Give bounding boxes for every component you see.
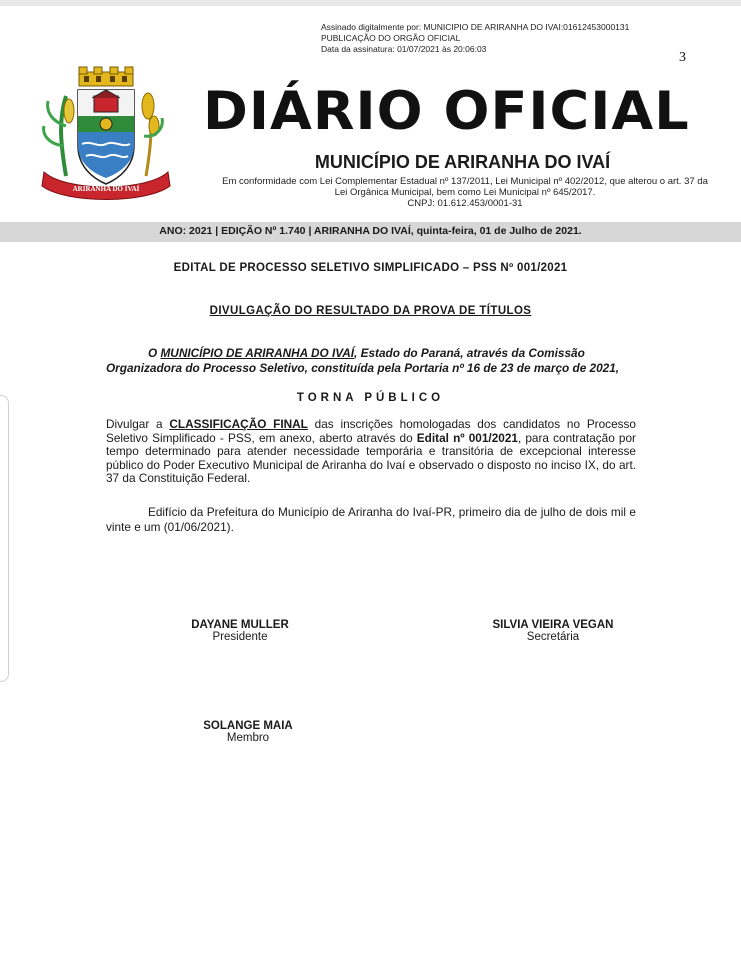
signatory-name: DAYANE MULLER	[191, 619, 289, 631]
law-line-1: Em conformidade com Lei Complementar Estadual nº 137/2011, Lei Municipal nº 402/2012, que alterou o art. 37 da	[222, 176, 708, 187]
body-part-1: Divulgar a	[106, 417, 170, 431]
signatory-name: SOLANGE MAIA	[203, 720, 293, 732]
edital-title: EDITAL DE PROCESSO SELETIVO SIMPLIFICADO – PSS Nº 001/2021	[173, 262, 568, 274]
document-subtitle	[0, 305, 741, 317]
signatory-1	[160, 619, 320, 643]
legal-reference	[205, 176, 725, 209]
digital-signature-stamp	[321, 22, 629, 55]
signatory-role: Membro	[226, 732, 270, 744]
law-line-2: Lei Orgânica Municipal, bem como Lei Municipal nº 645/2017.	[334, 187, 596, 198]
body-paragraph	[106, 418, 636, 486]
cnpj: CNPJ: 01.612.453/0001-31	[407, 198, 523, 209]
page-number: 3	[679, 50, 686, 65]
body-part-2: das inscrições homologadas dos candidatos no Processo Seletivo Simplificado - PSS, em anexo, aberto através do	[106, 417, 636, 445]
classificacao-final-emphasis: CLASSIFICAÇÃO FINAL	[169, 417, 308, 431]
signatory-2	[470, 619, 636, 643]
signatory-3	[168, 720, 328, 744]
page-edge-tab	[0, 395, 9, 682]
masthead-title: DIÁRIO OFICIAL	[203, 81, 690, 142]
municipality-reference: MUNICÍPIO DE ARIRANHA DO IVAÍ	[160, 346, 355, 360]
intro-prefix: O	[148, 346, 161, 360]
intro-rest: , Estado do Paraná, através da Comissão Organizadora do Processo Seletivo, constituída pela Portaria nº 16 de 23 de março de 2021,	[106, 346, 620, 375]
signatory-name: SILVIA VIEIRA VEGAN	[492, 619, 614, 631]
signature-line-2: PUBLICAÇÃO DO ORGÃO OFICIAL	[321, 33, 461, 43]
signature-line-1: Assinado digitalmente por: MUNICIPIO DE ARIRANHA DO IVAI:01612453000131	[321, 22, 630, 32]
intro-paragraph	[106, 346, 636, 376]
torna-publico-heading: TORNA PÚBLICO	[296, 392, 445, 404]
edital-number-emphasis: Edital nº 001/2021	[416, 430, 518, 445]
top-bar	[0, 0, 741, 6]
signatory-role: Presidente	[212, 631, 268, 643]
coat-of-arms-icon	[36, 66, 176, 206]
signatory-role: Secretária	[526, 631, 580, 643]
municipality-name: MUNICÍPIO DE ARIRANHA DO IVAÍ	[314, 152, 611, 172]
closing-paragraph: Edifício da Prefeitura do Município de Ariranha do Ivaí-PR, primeiro dia de julho de dois mil e vinte e um (01/06/2021).	[106, 505, 636, 534]
signature-line-3: Data da assinatura: 01/07/2021 às 20:06:03	[321, 44, 487, 54]
edition-info: ANO: 2021 | EDIÇÃO Nº 1.740 | ARIRANHA DO IVAÍ, quinta-feira, 01 de Julho de 2021.	[159, 225, 582, 237]
body-part-3: , para contratação por tempo determinado para atender necessidade temporária e transitória de excepcional interesse público do Poder Executivo Municipal de Ariranha do Ivaí e observado o disposto no inciso IX, do art. 37 da Constituição Federal.	[106, 430, 636, 486]
coat-ribbon-text: ARIRANHA DO IVAÍ	[72, 185, 140, 193]
subtitle-text: DIVULGAÇÃO DO RESULTADO DA PROVA DE TÍTULOS	[209, 305, 532, 317]
